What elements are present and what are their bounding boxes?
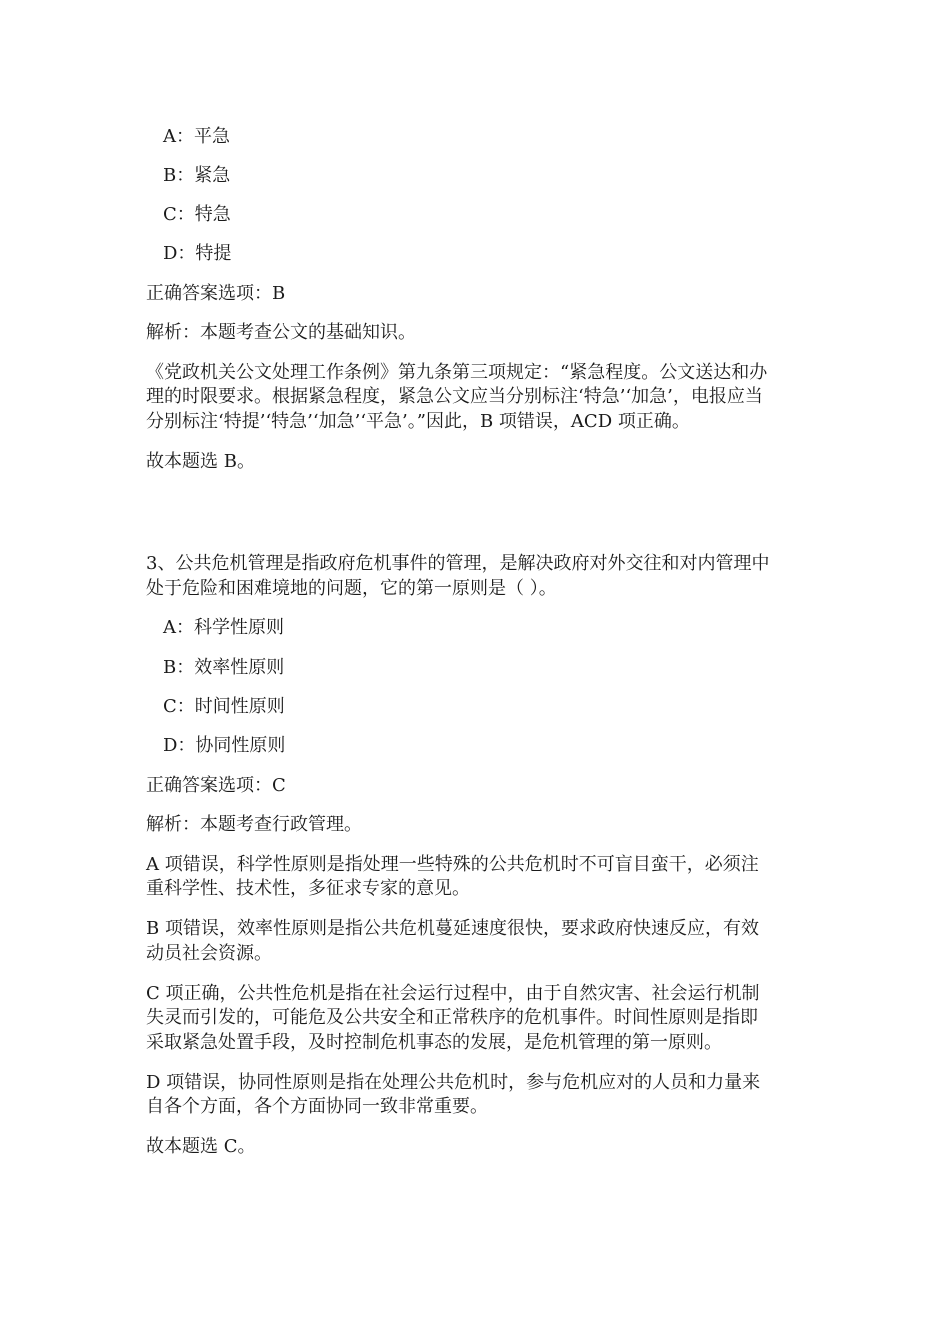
q3-explain-c-line: 采取紧急处置手段，及时控制危机事态的发展，是危机管理的第一原则。 (146, 1032, 722, 1053)
q2-explanation-line: 理的时限要求。根据紧急程度，紧急公文应当分别标注‘特急’‘加急’，电报应当 (146, 386, 763, 407)
q3-explain-b-line: B 项错误，效率性原则是指公共危机蔓延速度很快，要求政府快速反应，有效 (146, 918, 759, 939)
q3-option-d: D：协同性原则 (163, 735, 286, 756)
q3-question-line: 处于危险和困难境地的问题，它的第一原则是（ ）。 (146, 578, 557, 599)
q3-explain-d-line: D 项错误，协同性原则是指在处理公共危机时，参与危机应对的人员和力量来 (146, 1072, 761, 1093)
q2-option-b: B：紧急 (163, 165, 231, 186)
q2-option-c: C：特急 (163, 204, 231, 225)
q3-explain-d-line: 自各个方面，各个方面协同一致非常重要。 (146, 1096, 488, 1117)
q3-answer: 正确答案选项：C (146, 775, 286, 796)
q2-analysis: 解析：本题考查公文的基础知识。 (146, 322, 416, 343)
q2-option-d: D：特提 (163, 243, 232, 264)
q2-explanation-line: 分别标注‘特提’‘特急’‘加急’‘平急’。”因此，B 项错误，ACD 项正确。 (146, 411, 690, 432)
q2-option-a: A：平急 (163, 126, 230, 147)
q3-explain-b-line: 动员社会资源。 (146, 943, 272, 964)
q3-option-b: B：效率性原则 (163, 657, 285, 678)
q3-option-c: C：时间性原则 (163, 696, 285, 717)
q3-explain-c-line: 失灵而引发的，可能危及公共安全和正常秩序的危机事件。时间性原则是指即 (146, 1007, 758, 1028)
q3-explain-c-line: C 项正确，公共性危机是指在社会运行过程中，由于自然灾害、社会运行机制 (146, 983, 760, 1004)
q3-option-a: A：科学性原则 (163, 617, 284, 638)
q3-explain-a-line: 重科学性、技术性，多征求专家的意见。 (146, 878, 470, 899)
q3-explain-a-line: A 项错误，科学性原则是指处理一些特殊的公共危机时不可盲目蛮干，必须注 (146, 854, 759, 875)
q2-explanation-line: 《党政机关公文处理工作条例》第九条第三项规定：“紧急程度。公文送达和办 (146, 362, 768, 383)
q2-answer: 正确答案选项：B (146, 283, 286, 304)
q2-conclusion: 故本题选 B。 (146, 451, 255, 472)
q3-question-line: 3、公共危机管理是指政府危机事件的管理，是解决政府对外交往和对内管理中 (146, 553, 770, 574)
q3-analysis: 解析：本题考查行政管理。 (146, 814, 362, 835)
q3-conclusion: 故本题选 C。 (146, 1136, 256, 1157)
